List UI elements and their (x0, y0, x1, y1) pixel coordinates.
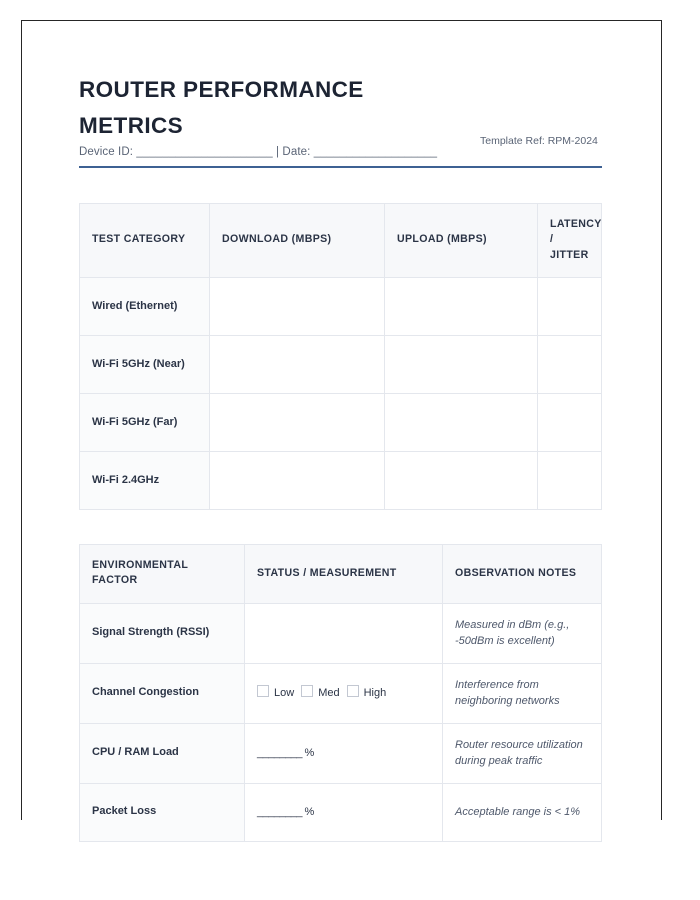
table-row (80, 278, 602, 336)
environment-col-notes: OBSERVATION NOTES (443, 545, 602, 604)
table-row (80, 663, 602, 723)
environment-col-factor: ENVIRONMENTAL FACTOR (80, 545, 245, 604)
metrics-cell-upload[interactable] (385, 336, 538, 394)
page-title: ROUTER PERFORMANCE METRICS (79, 77, 364, 138)
table-row (80, 394, 602, 452)
environment-cell-notes: Interference from neighboring networks (443, 663, 602, 723)
metrics-table-body (80, 278, 602, 510)
table-row (80, 783, 602, 841)
metrics-cell-latency[interactable] (538, 278, 602, 336)
document-content (79, 72, 602, 842)
metrics-col-latency-jitter: LATENCY / JITTER (538, 204, 602, 278)
title-block (79, 72, 459, 158)
template-reference: Template Ref: RPM-2024 (480, 135, 598, 147)
device-id-date-field[interactable]: Device ID: _____________________ | Date: ___________________ (79, 146, 438, 158)
environment-header-row (80, 545, 602, 604)
metrics-row-label: Wired (Ethernet) (80, 278, 210, 336)
metrics-row-label: Wi-Fi 5GHz (Near) (80, 336, 210, 394)
environment-cell-notes: Router resource utilization during peak traffic (443, 723, 602, 783)
metrics-cell-download[interactable] (210, 336, 385, 394)
packet-loss-input[interactable]: ________ % (245, 783, 443, 841)
environment-table-head (80, 545, 602, 604)
environment-row-label: CPU / RAM Load (80, 723, 245, 783)
environment-row-label: Packet Loss (80, 783, 245, 841)
checkbox-high[interactable] (347, 685, 359, 697)
environment-col-status: STATUS / MEASUREMENT (245, 545, 443, 604)
table-row (80, 336, 602, 394)
metrics-cell-latency[interactable] (538, 394, 602, 452)
metrics-cell-download[interactable] (210, 452, 385, 510)
cpu-ram-load-input[interactable]: ________ % (245, 723, 443, 783)
metrics-cell-upload[interactable] (385, 452, 538, 510)
document-header (79, 72, 602, 168)
metrics-row-label: Wi-Fi 5GHz (Far) (80, 394, 210, 452)
environment-table-body (80, 603, 602, 841)
router-metrics-table (79, 203, 602, 510)
metrics-cell-latency[interactable] (538, 452, 602, 510)
metrics-row-label: Wi-Fi 2.4GHz (80, 452, 210, 510)
metrics-table-head (80, 204, 602, 278)
congestion-checkbox-group (245, 663, 443, 723)
metrics-col-upload: UPLOAD (MBPS) (385, 204, 538, 278)
checkbox-med-label: Med (318, 686, 340, 699)
metrics-cell-latency[interactable] (538, 336, 602, 394)
checkbox-high-label: High (363, 686, 387, 699)
environment-cell-notes: Acceptable range is < 1% (443, 783, 602, 841)
metrics-col-download: DOWNLOAD (MBPS) (210, 204, 385, 278)
table-row (80, 723, 602, 783)
metrics-header-row (80, 204, 602, 278)
environment-row-label: Channel Congestion (80, 663, 245, 723)
checkbox-med[interactable] (301, 685, 313, 697)
checkbox-low[interactable] (257, 685, 269, 697)
environmental-factors-table (79, 544, 602, 842)
environment-cell-notes: Measured in dBm (e.g., -50dBm is excellent) (443, 603, 602, 663)
checkbox-low-label: Low (274, 686, 295, 699)
metrics-cell-upload[interactable] (385, 394, 538, 452)
metrics-cell-download[interactable] (210, 394, 385, 452)
metrics-cell-download[interactable] (210, 278, 385, 336)
metrics-cell-upload[interactable] (385, 278, 538, 336)
table-row (80, 603, 602, 663)
table-row (80, 452, 602, 510)
environment-cell-status[interactable] (245, 603, 443, 663)
metrics-col-test-category: TEST CATEGORY (80, 204, 210, 278)
environment-row-label: Signal Strength (RSSI) (80, 603, 245, 663)
